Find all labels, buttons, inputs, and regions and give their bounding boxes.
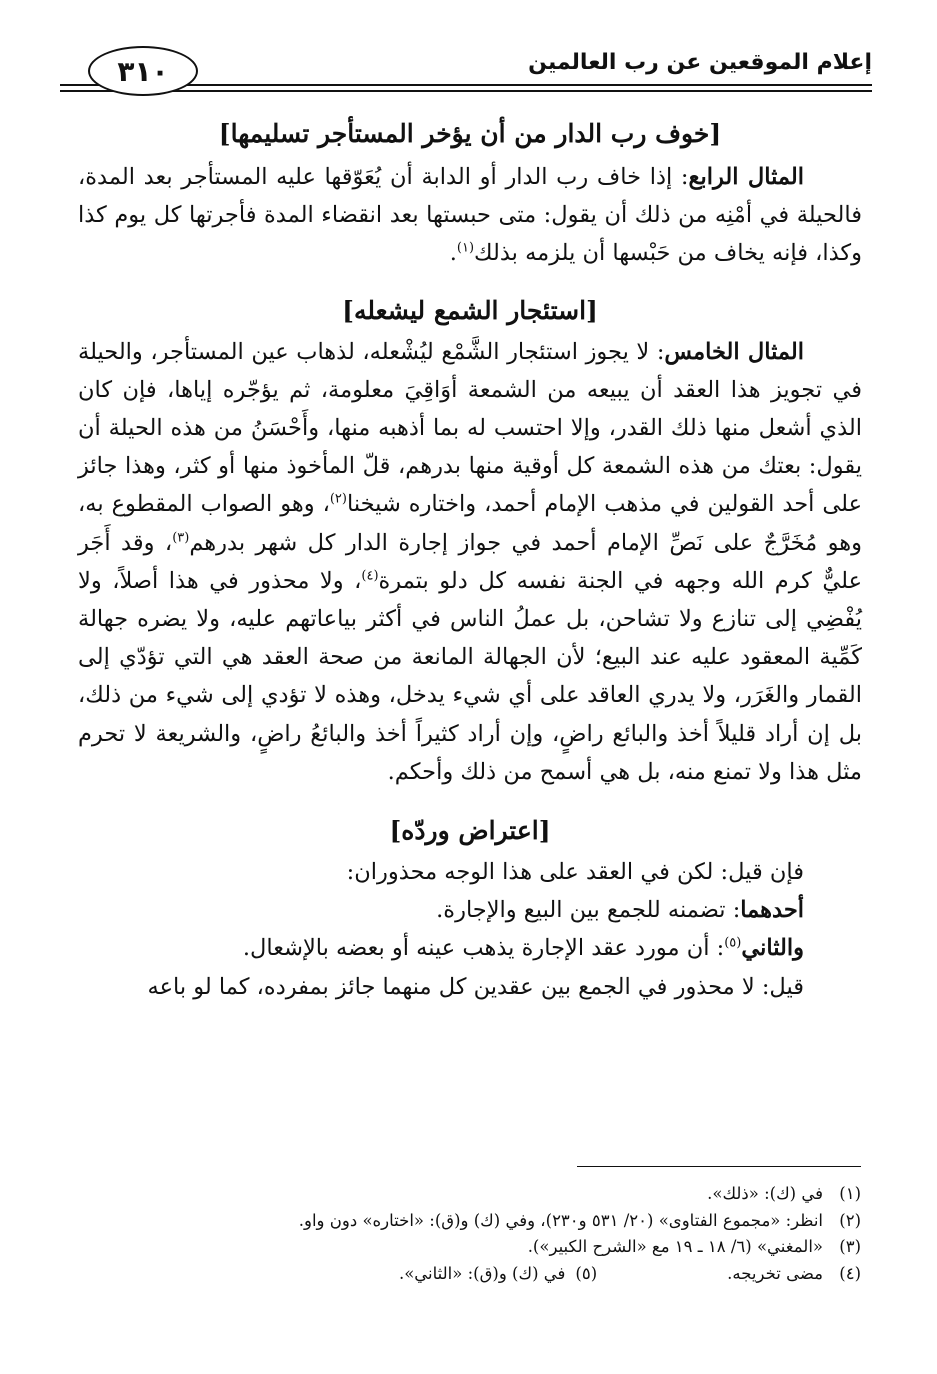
paragraph-text: ، ولا محذور في هذا أصلاً، ولا يُفْضِي إلى تنازع ولا تشاحن، بل عملُ الناس في أكثر بياعاتهم عليه، ولا يضره جهالة كَمِّية المعقود عليه عند البيع؛ لأن الجهالة المانعة من صحة العقد هي التي تؤدّي إلى القمار والغَرَر، ولا يدري العاقد على أي شيء يدخل، وهذه لا تؤدي إلى شيء من ذلك، بل إن أراد قليلاً أخذ والبائع راضٍ، وإن أراد كثيراً أخذ والبائعُ راضٍ، والشريعة لا تحرم مثل هذا ولا تمنع منه، بل هي أسمح من ذلك وأحكم. [78,567,862,785]
footnote-number: (٤) [839,1263,861,1283]
paragraph [78,158,862,273]
footnote-text: في (ك): «ذلك». [707,1184,823,1203]
paragraph [78,333,862,791]
footnote [141,1261,861,1288]
line-text: : تضمنه للجمع بين البيع والإجارة. [436,897,741,924]
paragraph-text: : لا يجوز استئجار الشَّمْع ليُشْعله، لذهاب عين المستأجر، والحيلة في تجويز هذا العقد أن يبيعه من الشمعة أوَاقِيَ معلومة، ثم يؤجّره إياها، فإن كان الذي أشعل منها ذلك القدر، وإلا احتسب له بما أذهبه منها، وأَحْسَنُ من هذه الحيلة أن يقول: بعتك من هذه الشمعة كل أوقية منها بدرهم، قلّ المأخوذ منها أو كثر، وهذا جائز على أحد القولين في مذهب الإمام أحمد، واختاره شيخنا [78,338,862,518]
page-number: ٣١٠ [88,46,198,96]
footnote-ref[interactable]: (٤) [361,568,379,584]
paragraph-text: : إذا خاف رب الدار أو الدابة أن يُعَوّقها عليه المستأجر بعد المدة، فالحيلة في أمْنِه من ذلك أن يقول: متى حبستها بعد انقضاء المدة فأجرتها كل يوم كذا وكذا، فإنه يخاف من حَبْسها أن يلزمه بذلك [78,164,862,267]
text-line [78,853,862,891]
section-title: [استئجار الشمع ليشعله] [342,295,598,325]
footnote-ref[interactable]: (٣) [172,530,190,546]
line-lead: والثاني [741,935,804,962]
footnote-number: (٣) [839,1237,861,1256]
main-text [78,112,862,1006]
paragraph-text: ، وهو الصواب المقطوع به، وهو مُخَرَّجٌ على نَصِّ الإمام أحمد في جواز إجارة الدار كل شهر بدرهم [78,491,863,556]
text-line [78,968,862,1006]
footnote-separator [577,1166,861,1167]
paragraph-lead: المثال الرابع [688,164,804,190]
footnote [141,1181,861,1208]
text-line [78,929,862,967]
footnote-text: انظر: «مجموع الفتاوى» (٢٠/ ٥٣١ و٢٣٠)، وفي (ك) و(ق): «اختاره» دون واو. [298,1210,823,1230]
footnote [141,1234,861,1261]
line-text: قيل: لا محذور في الجمع بين عقدين كل منهما جائز بمفرده، كما لو باعه [147,973,804,1000]
header-rule-bottom [60,90,872,92]
footnote-number: (٥) [575,1263,598,1283]
text-line [78,891,862,929]
footnote-number: (٢) [839,1210,861,1230]
section-title: [خوف رب الدار من أن يؤخر المستأجر تسليمها] [218,119,722,148]
footnote [141,1208,861,1235]
line-lead: أحدهما [740,897,804,924]
footnote-ref[interactable]: (٥) [724,935,742,951]
footnote-text: «المغني» (٦/ ١٨ ـ ١٩ مع «الشرح الكبير»). [527,1237,823,1256]
paragraph-text: ، وقد أَجَر عليٌّ كرم الله وجهه في الجنة نفسه كل دلو بتمرة [78,529,862,594]
line-text: : أن مورد عقد الإجارة يذهب عينه أو بعضه بالإشعال. [242,935,725,962]
book-title: إعلام الموقعين عن رب العالمين [528,50,872,75]
footnote-number: (١) [839,1184,861,1203]
footnotes [141,1181,861,1287]
footnote-text: مضى تخريجه. [727,1263,823,1283]
line-text: فإن قيل: لكن في العقد على هذا الوجه محذوران: [346,859,804,886]
section-title: [اعتراض وردّه] [389,816,551,846]
footnote-ref[interactable]: (٢) [329,491,347,507]
paragraph-tail: . [449,240,457,267]
footnote-ref[interactable]: (١) [456,240,475,256]
paragraph-lead: المثال الخامس [664,338,804,365]
footnote-text: في (ك) و(ق): «الثاني». [398,1263,566,1283]
running-header [60,44,872,104]
